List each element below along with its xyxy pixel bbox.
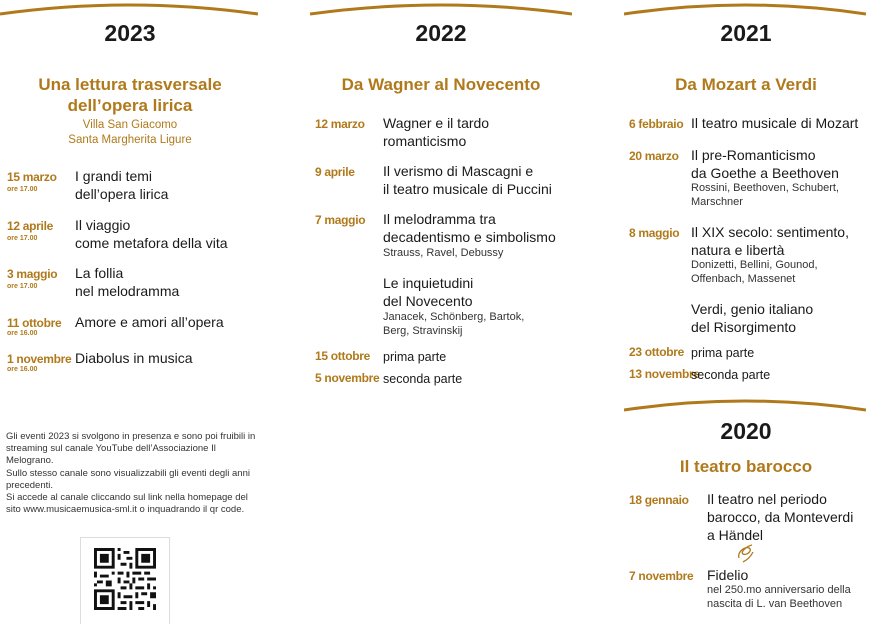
event-title: Fidelio: [707, 567, 749, 583]
event-date: 5 novembre: [315, 371, 380, 385]
arc-2020: [624, 396, 866, 414]
note-line: nascita di L. van Beethoven: [707, 598, 843, 610]
event-composers: [691, 258, 818, 286]
title-2020: Il teatro barocco: [679, 457, 813, 476]
event-title: Diabolus in musica: [75, 350, 193, 366]
event-title-line: Wagner e il tardo: [383, 115, 490, 131]
event-title: [75, 216, 228, 252]
event-title-line: La follia: [75, 265, 124, 281]
event-composers: Strauss, Ravel, Debussy: [383, 247, 504, 259]
venue-name: Villa San Giacomo: [82, 119, 178, 131]
arc-2023: [0, 0, 258, 18]
event-title: [691, 223, 849, 259]
event-title-line: Il viaggio: [75, 217, 131, 233]
event-title-line: dell’opera lirica: [75, 186, 169, 202]
year-2021: 2021: [720, 20, 772, 46]
qr-code[interactable]: [94, 548, 156, 610]
composers-line: Janacek, Schönberg, Bartok,: [383, 311, 525, 323]
arc-2022: [310, 0, 572, 18]
year-2020: 2020: [720, 418, 772, 444]
event-composers: [383, 310, 524, 338]
part-label: prima parte: [383, 350, 447, 364]
title-2021: Da Mozart a Verdi: [675, 75, 817, 94]
flourish-ornament-icon: [735, 542, 757, 564]
composers-line: Donizetti, Bellini, Gounod,: [691, 259, 818, 271]
event-title: [691, 300, 813, 336]
event-title-line: Il verismo di Mascagni e: [383, 163, 534, 179]
event-time: ore 17.00: [7, 235, 38, 242]
event-date: 11 ottobre: [7, 316, 62, 330]
note-paragraph: Si accede al canale cliccando sul link nella homepage del sito www.musicaemusica-sml.it o inquadrando il qr code.: [6, 492, 248, 516]
event-date: 1 novembre: [7, 352, 72, 366]
event-title-line: Il melodramma tra: [383, 211, 496, 227]
event-title-line: natura e libertà: [691, 242, 785, 258]
event-title-line: Il XIX secolo: sentimento,: [691, 224, 849, 240]
part-label: seconda parte: [691, 368, 771, 382]
part-label: seconda parte: [383, 372, 463, 386]
streaming-note: [6, 431, 258, 516]
event-time: ore 16.00: [7, 330, 38, 337]
event-date: 12 aprile: [7, 219, 53, 233]
event-date: 9 aprile: [315, 165, 355, 179]
title-2023-line2: dell’opera lirica: [67, 96, 193, 115]
event-title: [75, 264, 179, 300]
event-composers: [691, 181, 839, 209]
title-2023-line1: Una lettura trasversale: [38, 75, 222, 94]
event-title-line: Le inquietudini: [383, 275, 474, 291]
event-date: 15 marzo: [7, 170, 57, 184]
event-title: [383, 114, 489, 150]
composers-line: Berg, Stravinskij: [383, 325, 463, 337]
event-title: [691, 146, 839, 182]
event-title-line: del Risorgimento: [691, 319, 797, 335]
note-paragraph: Sullo stesso canale sono visualizzabili gli eventi degli anni precedenti.: [6, 467, 250, 491]
title-2022: Da Wagner al Novecento: [341, 75, 541, 94]
arc-2021: [624, 0, 866, 18]
event-title-line: nel melodramma: [75, 283, 180, 299]
event-date: 7 maggio: [315, 213, 366, 227]
event-title-line: Il teatro nel periodo: [707, 491, 827, 507]
event-title: Il teatro musicale di Mozart: [691, 115, 859, 131]
event-time: ore 17.00: [7, 186, 38, 193]
event-date: 12 marzo: [315, 117, 365, 131]
event-title-line: a Händel: [707, 527, 764, 543]
event-title-line: da Goethe a Beethoven: [691, 165, 839, 181]
event-title-line: romanticismo: [383, 133, 467, 149]
event-title: [383, 274, 473, 310]
event-title-line: come metafora della vita: [75, 235, 228, 251]
event-title-line: del Novecento: [383, 293, 473, 309]
event-title-line: Verdi, genio italiano: [691, 301, 814, 317]
composers-line: Marschner: [691, 196, 743, 208]
event-title: [75, 167, 168, 203]
event-title-line: il teatro musicale di Puccini: [383, 181, 552, 197]
note-line: nel 250.mo anniversario della: [707, 584, 851, 596]
event-date: 13 novembre: [629, 367, 700, 381]
event-note: [707, 583, 851, 611]
event-time: ore 16.00: [7, 366, 38, 373]
event-time: ore 17.00: [7, 283, 38, 290]
event-date: 7 novembre: [629, 569, 694, 583]
event-date: 8 maggio: [629, 226, 680, 240]
title-2023: [0, 74, 260, 116]
venue-city: Santa Margherita Ligure: [68, 134, 192, 146]
event-title-line: decadentismo e simbolismo: [383, 229, 556, 245]
event-date: 15 ottobre: [315, 349, 371, 363]
year-2023: 2023: [104, 20, 156, 46]
composers-line: Offenbach, Massenet: [691, 273, 796, 285]
venue-2023: [0, 118, 260, 148]
event-title-line: Il pre-Romanticismo: [691, 147, 816, 163]
event-title: [383, 162, 552, 198]
qr-code-frame: [80, 537, 170, 624]
note-paragraph: Gli eventi 2023 si svolgono in presenza e sono poi fruibili in streaming sul canale YouTube dell’Associazione Il Melograno.: [6, 431, 256, 467]
part-label: prima parte: [691, 346, 755, 360]
event-date: 6 febbraio: [629, 117, 684, 131]
event-title-line: I grandi temi: [75, 168, 153, 184]
year-2022: 2022: [415, 20, 467, 46]
event-date: 3 maggio: [7, 267, 58, 281]
event-date: 18 gennaio: [629, 493, 689, 507]
composers-line: Rossini, Beethoven, Schubert,: [691, 182, 839, 194]
event-title: [383, 210, 556, 246]
event-title: Amore e amori all’opera: [75, 314, 224, 330]
event-title-line: barocco, da Monteverdi: [707, 509, 854, 525]
event-title: [707, 490, 853, 544]
event-date: 23 ottobre: [629, 345, 685, 359]
event-date: 20 marzo: [629, 149, 679, 163]
